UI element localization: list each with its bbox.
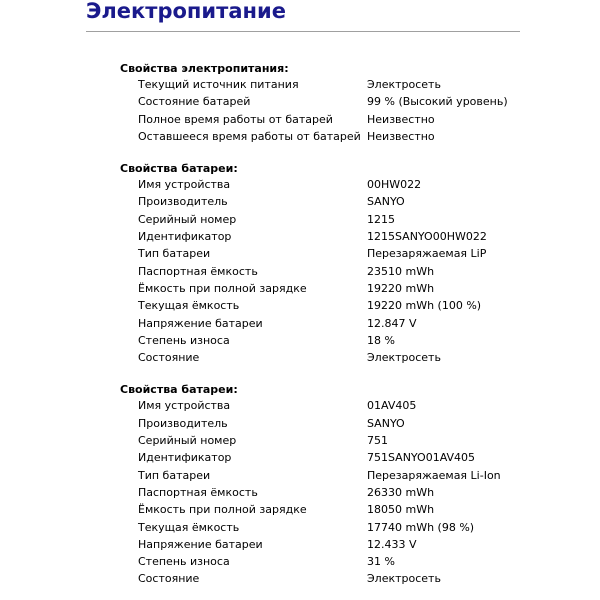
property-label: Полное время работы от батарей (138, 112, 333, 126)
property-label: Текущая ёмкость (138, 299, 240, 313)
property-label: Имя устройства (138, 399, 231, 413)
property-label: Паспортная ёмкость (138, 485, 258, 499)
property-value: 19220 mWh (100 %) (367, 299, 482, 313)
property-label: Степень износа (138, 333, 230, 347)
property-row-total-runtime (120, 111, 560, 128)
property-row-state (120, 570, 560, 587)
property-value: Электросеть (367, 78, 441, 91)
property-value: 12.847 V (367, 316, 417, 330)
property-row-battery-status (120, 93, 560, 110)
property-label: Напряжение батареи (138, 316, 263, 330)
section-header: Свойства электропитания: (120, 62, 289, 75)
property-value: 18 % (367, 333, 395, 347)
page-title: Электропитание (86, 0, 286, 23)
property-label: Серийный номер (138, 434, 237, 448)
property-label: Серийный номер (138, 212, 237, 226)
property-value: 18050 mWh (367, 503, 435, 517)
property-row-voltage (120, 536, 560, 553)
property-value: 31 % (367, 555, 395, 569)
property-row-wear-level (120, 332, 560, 349)
property-value: 17740 mWh (98 %) (367, 520, 475, 534)
property-row-battery-type (120, 467, 560, 484)
property-row-wear-level (120, 553, 560, 570)
property-label: Текущий источник питания (138, 78, 299, 91)
property-label: Идентификатор (138, 451, 232, 465)
property-value: 751 (367, 434, 388, 448)
property-row-device-name (120, 176, 560, 193)
property-value: Перезаряжаемая LiP (367, 247, 487, 261)
property-label: Производитель (138, 416, 228, 430)
battery-1-section (120, 161, 560, 366)
property-value: Неизвестно (367, 112, 435, 126)
power-report (120, 61, 560, 588)
property-value: Перезаряжаемая Li-Ion (367, 468, 501, 482)
property-value: 1215SANYO00HW022 (367, 230, 487, 244)
property-row-design-capacity (120, 484, 560, 501)
property-row-remaining-runtime (120, 128, 560, 145)
property-label: Идентификатор (138, 230, 232, 244)
property-label: Состояние (138, 572, 200, 586)
property-value: 01AV405 (367, 399, 417, 413)
section-header: Свойства батареи: (120, 383, 238, 397)
property-value: SANYO (367, 195, 405, 209)
property-value: SANYO (367, 416, 405, 430)
property-label: Оставшееся время работы от батарей (138, 129, 361, 143)
property-label: Напряжение батареи (138, 537, 263, 551)
property-label: Степень износа (138, 555, 230, 569)
property-row-manufacturer (120, 415, 560, 432)
title-divider (86, 31, 520, 32)
property-value: 23510 mWh (367, 264, 435, 278)
property-value: 751SANYO01AV405 (367, 451, 476, 465)
section-header: Свойства батареи: (120, 162, 238, 176)
property-row-current-capacity (120, 297, 560, 314)
property-value: 99 % (Высокий уровень) (367, 95, 508, 109)
power-properties-section (120, 61, 560, 145)
property-label: Состояние батарей (138, 95, 251, 109)
property-row-battery-type (120, 245, 560, 262)
property-row-manufacturer (120, 193, 560, 210)
property-value: 1215 (367, 212, 395, 226)
property-row-full-charge-capacity (120, 501, 560, 518)
property-value: Электросеть (367, 572, 441, 586)
property-row-serial-number (120, 211, 560, 228)
property-label: Имя устройства (138, 178, 231, 192)
property-label: Тип батареи (138, 247, 211, 261)
property-label: Текущая ёмкость (138, 520, 240, 534)
property-value: 19220 mWh (367, 281, 435, 295)
property-value: Неизвестно (367, 129, 435, 143)
property-row-state (120, 349, 560, 366)
property-row-power-source (120, 76, 560, 93)
property-value: 00HW022 (367, 178, 422, 192)
property-row-serial-number (120, 432, 560, 449)
property-row-design-capacity (120, 263, 560, 280)
property-label: Паспортная ёмкость (138, 264, 258, 278)
property-label: Ёмкость при полной зарядке (138, 503, 307, 517)
property-row-device-name (120, 397, 560, 414)
property-row-identifier (120, 228, 560, 245)
property-row-full-charge-capacity (120, 280, 560, 297)
property-label: Производитель (138, 195, 228, 209)
property-value: Электросеть (367, 351, 441, 365)
property-row-current-capacity (120, 519, 560, 536)
property-value: 12.433 V (367, 537, 417, 551)
property-label: Ёмкость при полной зарядке (138, 281, 307, 295)
property-label: Тип батареи (138, 468, 211, 482)
property-value: 26330 mWh (367, 485, 435, 499)
battery-2-section (120, 382, 560, 587)
property-row-identifier (120, 449, 560, 466)
property-row-voltage (120, 315, 560, 332)
property-label: Состояние (138, 351, 200, 365)
